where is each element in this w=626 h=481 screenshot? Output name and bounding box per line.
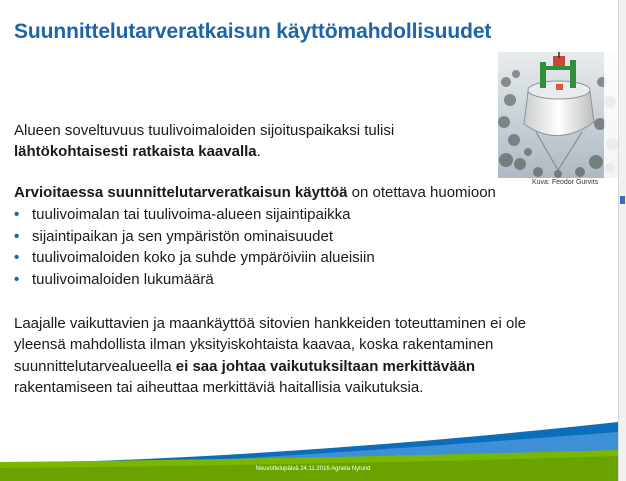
bullet-text: tuulivoimaloiden lukumäärä bbox=[32, 270, 214, 288]
intro-text: on otettava huomioon bbox=[347, 184, 496, 201]
paragraph-line: Laajalle vaikuttavien ja maankäyttöä sitovien hankkeiden toteuttaminen ei ole bbox=[14, 315, 526, 332]
bullet-text: tuulivoimalan tai tuulivoima-alueen sijaintipaikka bbox=[32, 206, 351, 223]
edge-marker bbox=[620, 196, 625, 204]
paragraph-line: Alueen soveltuvuus tuulivoimaloiden sijoituspaikaksi tulisi bbox=[14, 122, 395, 139]
bullet-icon: • bbox=[14, 227, 20, 245]
window-edge bbox=[618, 0, 626, 481]
bullet-item bbox=[14, 204, 375, 226]
paragraph-line-end: . bbox=[256, 143, 261, 160]
paragraph-plan-suitability bbox=[14, 120, 394, 162]
photo-caption: Kuva: Feodor Gurvits bbox=[532, 179, 599, 186]
footer-text: Neuvottelupäivä 24.11.2016 Agneta Nylund bbox=[255, 466, 371, 472]
paragraph-assessment-intro bbox=[14, 182, 496, 203]
bullet-item bbox=[14, 269, 375, 291]
paragraph-large-projects bbox=[14, 313, 526, 399]
bold-phrase: ei saa johtaa vaikutuksiltaan merkittävään bbox=[175, 357, 476, 375]
paragraph-line: yleensä mahdollista ilman yksityiskohtaista kaavaa, koska rakentaminen bbox=[14, 336, 494, 354]
line-start: suunnittelutarvealueella bbox=[14, 357, 176, 375]
paragraph-line bbox=[14, 356, 526, 377]
bold-phrase: lähtökohtaisesti ratkaista kaavalla bbox=[14, 143, 257, 160]
bullet-text: tuulivoimaloiden koko ja suhde ympäröiviin alueisiin bbox=[32, 249, 375, 266]
paragraph-line bbox=[14, 141, 394, 162]
bullet-item bbox=[14, 226, 375, 248]
bullet-icon: • bbox=[14, 270, 20, 288]
bullet-item bbox=[14, 247, 375, 269]
slide-title: Suunnittelutarveratkaisun käyttömahdollisuudet bbox=[14, 20, 492, 43]
criteria-bullet-list bbox=[14, 204, 375, 290]
bold-phrase: Arvioitaessa suunnittelutarveratkaisun käyttöä bbox=[14, 184, 348, 201]
bullet-icon: • bbox=[14, 249, 20, 266]
bullet-text: sijaintipaikan ja sen ympäristön ominaisuudet bbox=[32, 227, 333, 245]
bullet-icon: • bbox=[14, 206, 20, 223]
wind-turbine-nacelle-photo bbox=[498, 52, 618, 178]
paragraph-line: rakentamiseen tai aiheuttaa merkittäviä haitallisia vaikutuksia. bbox=[14, 379, 424, 397]
